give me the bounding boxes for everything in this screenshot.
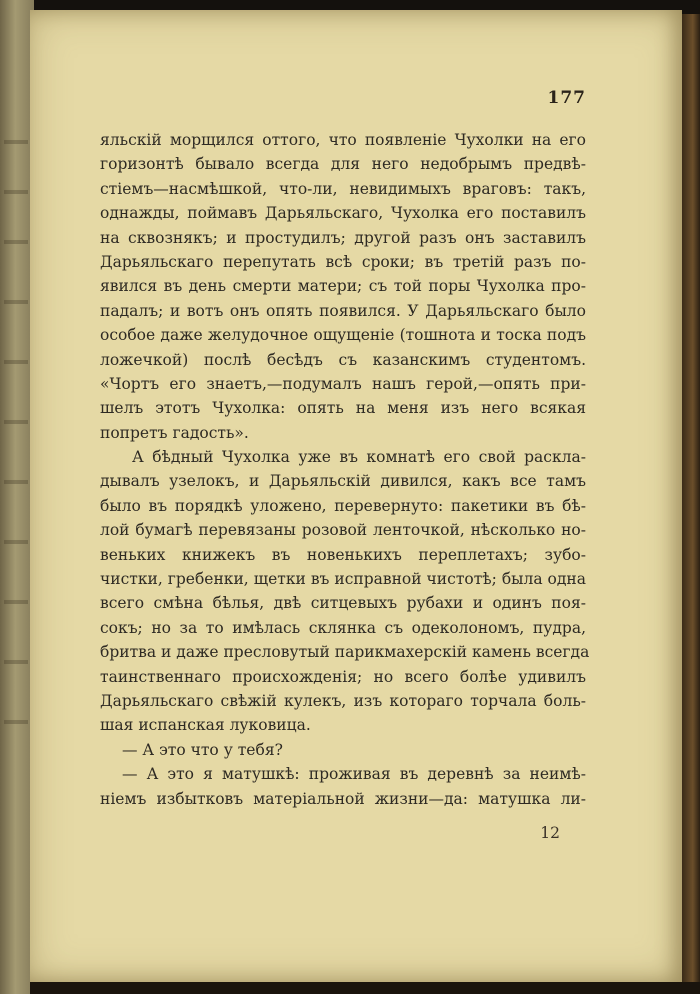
- text-line: ніемъ избытковъ матеріальной жизни—да: матушка ли-: [100, 789, 586, 808]
- text-line: Дарьяльскаго свѣжій кулекъ, изъ котораго торчала боль-: [100, 691, 586, 710]
- text-line: Дарьяльскаго перепутать всѣ сроки; въ третій разъ по-: [100, 252, 586, 271]
- signature-mark: 12: [540, 824, 560, 842]
- text-line: падалъ; и вотъ онъ опять появился. У Дарьяльскаго было: [100, 301, 586, 320]
- text-line: «Чортъ его знаетъ,—подумалъ нашъ герой,—опять при-: [100, 374, 586, 393]
- text-line: сокъ; но за то имѣлась склянка съ одеколономъ, пудра,: [100, 618, 586, 637]
- text-line: горизонтѣ бывало всегда для него недобрымъ предвѣ-: [100, 155, 586, 174]
- text-line: яльскій морщился оттого, что появленіе Чухолки на его: [100, 131, 586, 149]
- text-line: однажды, поймавъ Дарьяльскаго, Чухолка его поставилъ: [100, 204, 586, 223]
- text-line: было въ порядкѣ уложено, перевернуто: пакетики въ бѣ-: [100, 496, 586, 515]
- text-line: стіемъ—насмѣшкой, что-ли, невидимыхъ враговъ: такъ,: [100, 179, 586, 198]
- text-line: ложечкой) послѣ бесѣдъ съ казанскимъ студентомъ.: [100, 350, 586, 369]
- text-line: на сквознякъ; и простудилъ; другой разъ онъ заставилъ: [100, 228, 586, 247]
- text-line: А бѣдный Чухолка уже въ комнатѣ его свой раскла-: [132, 448, 586, 467]
- text-line: веньких книжекъ въ новенькихъ переплетахъ; зубо-: [100, 545, 586, 564]
- text-line: явился въ день смерти матери; съ той поры Чухолка про-: [100, 277, 586, 296]
- text-line: шая испанская луковица.: [100, 716, 311, 735]
- book-page: [30, 10, 682, 982]
- facing-page-edge: [0, 0, 34, 994]
- text-line: бритва и даже пресловутый парикмахерскій камень всегда: [100, 643, 590, 662]
- text-line: шелъ этотъ Чухолка: опять на меня изъ него всякая: [100, 399, 586, 418]
- dialog-line: — А это я матушкѣ: проживая въ деревнѣ за неимѣ-: [122, 765, 586, 784]
- book-edge: [682, 14, 700, 994]
- page-number: 177: [547, 88, 586, 108]
- text-line: таинственнаго происхожденія; но всего болѣе удивилъ: [100, 667, 586, 686]
- body-text: [100, 128, 590, 811]
- page-shadow: [30, 982, 700, 994]
- dialog-line: — А это что у тебя?: [122, 740, 283, 759]
- text-line: лой бумагѣ перевязаны розовой ленточкой, нѣсколько но-: [100, 521, 586, 540]
- text-line: дывалъ узелокъ, и Дарьяльскій дивился, какъ все тамъ: [100, 472, 586, 491]
- text-line: чистки, гребенки, щетки въ исправной чистотѣ; была одна: [100, 570, 586, 589]
- text-line: попретъ гадость».: [100, 423, 249, 442]
- text-line: всего смѣна бѣлья, двѣ ситцевыхъ рубахи и одинъ поя-: [100, 594, 586, 613]
- text-line: особое даже желудочное ощущеніе (тошнота и тоска подъ: [100, 326, 586, 345]
